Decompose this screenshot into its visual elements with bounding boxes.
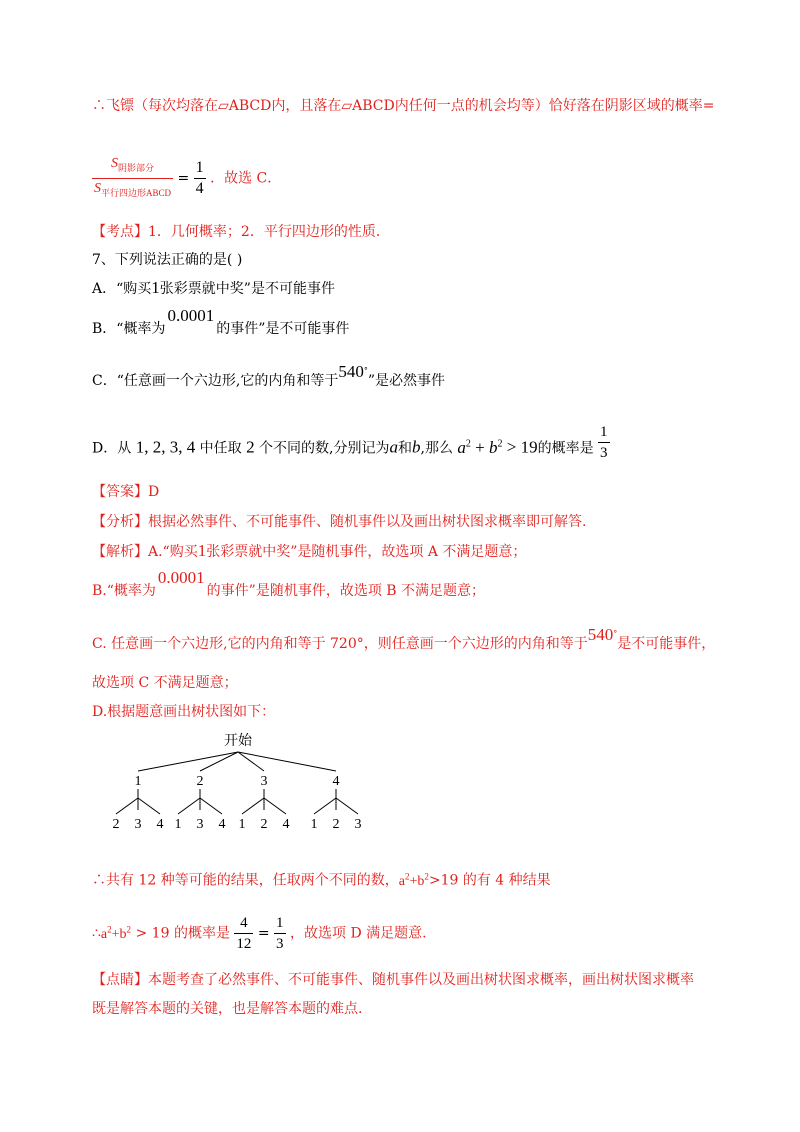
frac2-den: 3: [274, 933, 286, 954]
answer-text: D: [148, 484, 160, 500]
tree-leaf-node: 2: [332, 817, 340, 832]
tree-leaf-node: 3: [196, 817, 204, 832]
q7-option-a: A．“购买1张彩票就中奖”是不可能事件: [92, 278, 335, 297]
tree-edge: [336, 798, 358, 814]
analysis-text: 根据必然事件、不可能事件、随机事件以及画出树状图求概率即可解答.: [148, 514, 587, 530]
dianjing-line2: 既是解答本题的关键，也是解答本题的难点.: [92, 1001, 363, 1017]
tree-leaf-node: 3: [354, 817, 362, 832]
tree-root: 开始: [224, 733, 252, 749]
conclusion-line1: ∴共有 12 种等可能的结果，任取两个不同的数，$a^2+b^2>19$ 的有 4 种结果: [92, 871, 551, 889]
answer: [92, 482, 159, 502]
tree-edge: [200, 752, 238, 771]
tree-branch-node: 1: [134, 774, 142, 789]
solution6-formula: $\frac{S_{阴影部分}}{S_{平行四边形ABCD}}$ = $\frac{1}{4}$ ．故选 C．: [92, 154, 281, 203]
tree-leaf-node: 4: [218, 817, 226, 832]
dianjing-line1: 【点睛】本题考查了必然事件、不可能事件、随机事件以及画出树状图求概率，画出树状图求概率: [92, 972, 694, 988]
conclusion-line2: $\therefore a^2+b^2 > 19$ 的概率是 $\frac{4}{12}$ = $\frac{1}{3}$ ，故选项 D 满足题意.: [92, 915, 427, 952]
tree-leaf-node: 1: [238, 817, 246, 832]
tree-edge: [116, 798, 138, 814]
frac-den-label: 平行四边形ABCD: [101, 187, 172, 198]
tree-diagram: [98, 730, 398, 840]
tree-leaf-node: 4: [282, 817, 290, 832]
q7-option-c: C．“任意画一个六边形,它的内角和等于540°”是必然事件: [92, 362, 445, 389]
tree-edge: [138, 752, 238, 771]
tree-leaf-node: 1: [310, 817, 318, 832]
frac1-den: 12: [234, 933, 253, 954]
d-frac-den: 3: [598, 442, 610, 463]
frac2-num: 1: [276, 915, 284, 931]
choose-c: ．故选 C．: [210, 170, 282, 187]
frac-num-label: 阴影部分: [118, 162, 155, 173]
analysis: [92, 512, 586, 532]
tree-leaf-node: 2: [260, 817, 268, 832]
q7-stem: 7、下列说法正确的是( ): [92, 252, 243, 268]
explanation-c-line2: 故选项 C 不满足题意；: [92, 675, 238, 691]
q7-option-b: B．“概率为0.0001的事件”是不可能事件: [92, 306, 350, 337]
tree-leaf-node: 1: [174, 817, 182, 832]
answer-label: 【答案】: [92, 484, 148, 500]
tree-edge: [314, 798, 336, 814]
kaodian: [92, 222, 390, 242]
tree-edge: [238, 752, 336, 771]
tree-edge: [264, 798, 286, 814]
tree-leaf-node: 2: [112, 817, 120, 832]
analysis-label: 【分析】: [92, 514, 148, 530]
tree-leaf-node: 4: [156, 817, 164, 832]
tree-edge: [138, 798, 160, 814]
tree-branch-node: 3: [260, 774, 268, 789]
explanation-d: D.根据题意画出树状图如下：: [92, 704, 276, 720]
kaodian-text: 1．几何概率；2．平行四边形的性质．: [148, 224, 390, 240]
tree-edge: [178, 798, 200, 814]
tree-edge: [242, 798, 264, 814]
kaodian-label: 【考点】: [92, 224, 148, 240]
tree-branch-node: 4: [332, 774, 340, 789]
d-frac-num: 1: [600, 424, 608, 440]
tree-leaf-node: 3: [134, 817, 142, 832]
explanation-label: 【解析】: [92, 544, 148, 560]
explanation-b: B.“概率为0.0001的事件”是随机事件，故选项 B 不满足题意；: [92, 568, 486, 599]
frac1-num: 4: [240, 915, 248, 931]
tree-edge: [200, 798, 222, 814]
value-num: 1: [195, 158, 204, 176]
value-den: 4: [195, 179, 204, 197]
explanation-a: 【解析】A.“购买1张彩票就中奖”是随机事件，故选项 A 不满足题意；: [92, 541, 527, 560]
dianjing-label: 【点睛】: [92, 972, 148, 988]
q7-option-d: D．从 1, 2, 3, 4 中任取 2 个不同的数,分别记为a和b,那么 $a^2 + b^2 > 19$的概率是 $\frac{1}{3}$: [92, 424, 608, 461]
explanation-c: C. 任意画一个六边形,它的内角和等于 720°，则任意画一个六边形的内角和等于540°是不可能事件，: [92, 625, 716, 652]
tree-branch-node: 2: [196, 774, 204, 789]
solution6-conclusion: ∴飞镖（每次均落在▱ABCD内，且落在▱ABCD内任何一点的机会均等）恰好落在阴影区域的概率=: [92, 98, 715, 114]
